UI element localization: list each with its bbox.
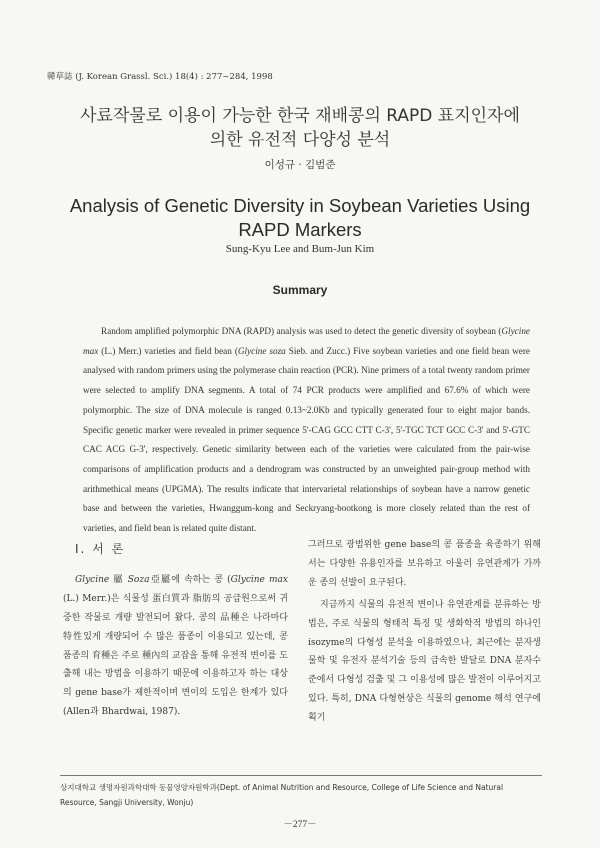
korean-authors: 이성규 · 김범준 <box>264 159 336 171</box>
korean-title <box>40 104 560 152</box>
korean-title-line-1: 사료작물로 이용이 가능한 한국 재배콩의 RAPD 표지인자에 <box>80 106 520 126</box>
summary-text-a: Random amplified polymorphic DNA (RAPD) analysis was used to detect the genetic diversity of soybean ( <box>101 326 502 336</box>
english-title <box>40 194 560 242</box>
subgenus-name: Soza <box>127 574 150 585</box>
english-title-line-1: Analysis of Genetic Diversity in Soybean Varieties Using <box>69 195 531 216</box>
summary-abstract <box>83 322 530 539</box>
intro-paragraph: 지금까지 식물의 유전적 변이나 유연관계를 분류하는 방법은, 주로 식물의 형태적 특징 및 생화학적 방법의 하나인 isozyme의 다형성 분석을 이용하였으나, 최근에는 분자생물학 및 유전자 분석기술 등의 급속한 발달로 DNA 분자수준에서 다형성 검출 및 그 이용성에 많은 발전이 이루어지고 있다. 특히, DNA 다형현상은 식물의 genome 해석 연구에 획기 <box>308 599 541 724</box>
summary-paragraph <box>83 322 530 539</box>
species-name: Glycine max <box>230 574 288 585</box>
author-affiliation: 상지대학교 생명자원과학대학 동물영양자원학과(Dept. of Animal Nutrition and Resource, College of Life Science and Natural Resource, Sangji University, Wonju) <box>60 783 504 807</box>
intro-right-column <box>308 536 541 728</box>
species-name: Glycine max <box>83 326 530 356</box>
summary-text-c: Sieb. and Zucc.) Five soybean varieties and one field bean were analysed with random primers using the polymerase chain reaction (PCR). Nine primers of a total twenty random primer were selected to amplify DNA segments. A total of 74 PCR products were amplified and 67.6% of which were polymorphic. The size of DNA molecule is ranged 0.13~2.0Kb and typically generated four to eight major bands. Specific genetic marker were revealed in primer sequence 5'-CAG GCC CTT C-3', 5'-TGC TCT GCC C-3' and 5'-GTC CAC ACG G-3', respectively. Genetic similarity between each of the varieties were calculated from the pair-wise comparisons of amplification products and a dendrogram was constructed by an unweighted pair-group method with arithmethical means (UPGMA). The results indicate that intervarietal relationships of soybean have a narrow genetic base and between the varieties, Hwanggum-kong and Seckryang-bootkong is more closely related than the rest of varieties, and field bean is related quite distant. <box>83 345 531 534</box>
intro-text: 亞屬에 속하는 콩 ( <box>149 574 231 585</box>
english-title-line-2: RAPD Markers <box>238 219 362 240</box>
english-authors: Sung-Kyu Lee and Bum-Jun Kim <box>225 243 375 255</box>
intro-paragraph: 그러므로 광범위한 gene base의 콩 품종을 육종하기 위해서는 다양한 유용인자를 보유하고 아울러 유연관계가 가까운 종의 선발이 요구된다. <box>308 540 541 588</box>
intro-paragraph <box>63 571 288 722</box>
introduction-heading: I. 서 론 <box>75 542 126 556</box>
intro-text: 屬 <box>109 574 128 585</box>
summary-text-b: (L.) Merr.) varieties and field bean ( <box>98 345 238 356</box>
journal-citation: 韓草誌 (J. Korean Grassl. Sci.) 18(4) : 277~284, 1998 <box>47 72 273 82</box>
intro-text: (L.) Merr.)은 식물성 蛋白質과 脂肪의 공급원으로써 귀중한 작물로 개량 발전되어 왔다. 콩의 品種은 나라마다 特性있게 개량되어 수 많은 품종이 이용되고 있는데, 콩 품종의 育種은 주로 種內의 교잡을 통해 유전적 변이를 도출해 내는 방법을 이용하기 때문에 이용하고자 하는 대상의 gene base가 제한적이며 변이의 도입은 한계가 있다 (Allen과 Bhardwai, 1987). <box>63 593 288 718</box>
species-name: Glycine soza <box>237 345 286 356</box>
genus-name: Glycine <box>75 574 110 585</box>
intro-left-column <box>63 540 288 722</box>
summary-heading: Summary <box>272 283 328 297</box>
footnote-divider <box>60 775 542 776</box>
page-number: －277－ <box>283 820 317 830</box>
korean-title-line-2: 의한 유전적 다양성 분석 <box>209 130 391 150</box>
